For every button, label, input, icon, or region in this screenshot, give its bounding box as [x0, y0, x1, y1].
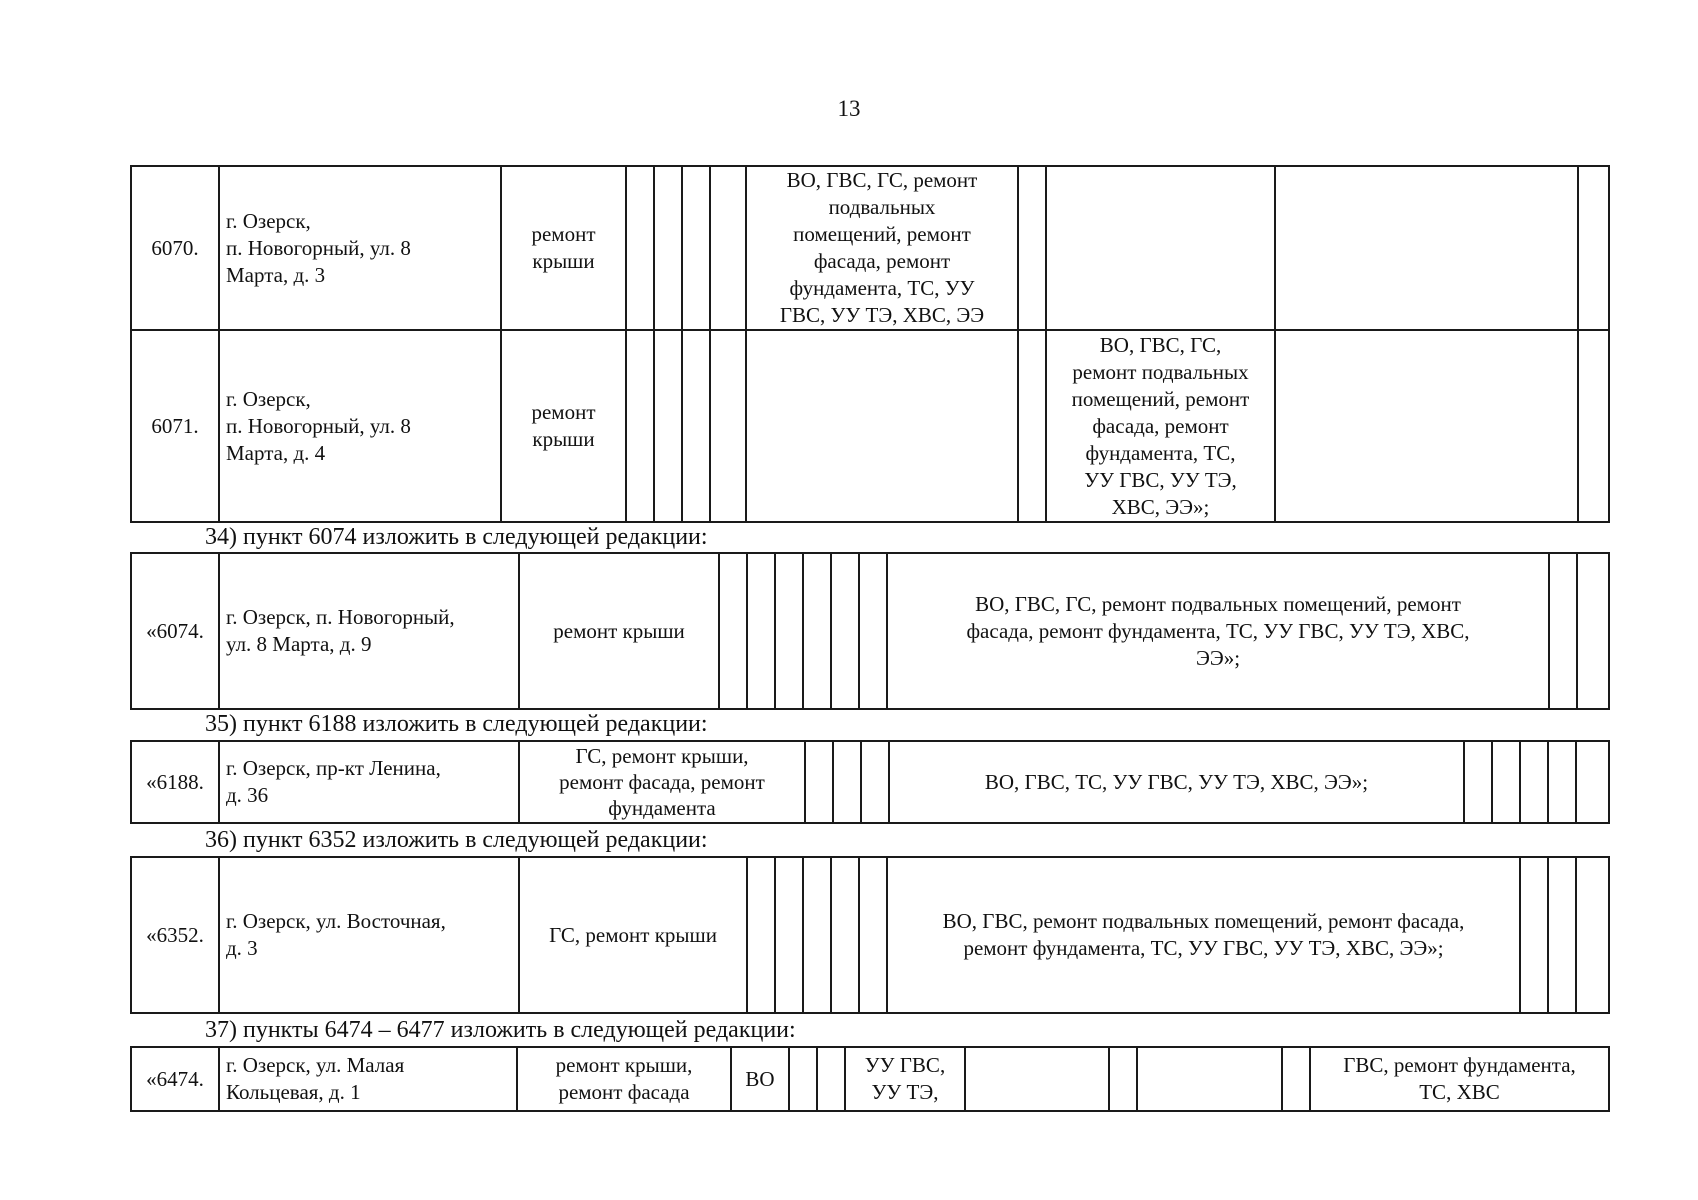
empty-cell	[710, 330, 746, 522]
row-number: «6188.	[131, 741, 219, 823]
empty-cell	[1520, 857, 1548, 1013]
works-cell: ВО, ГВС, ремонт подвальных помещений, ремонт фасада, ремонт фундамента, ТС, УУ ГВС, УУ ТЭ, ХВС, ЭЭ»;	[887, 857, 1520, 1013]
work-cell: ГС, ремонт крыши, ремонт фасада, ремонт фундамента	[519, 741, 805, 823]
empty-cell	[1548, 857, 1576, 1013]
works-cell: ГВС, ремонт фундамента, ТС, ХВС	[1310, 1047, 1609, 1111]
row-number: «6474.	[131, 1047, 219, 1111]
empty-cell	[626, 330, 654, 522]
work-cell: ремонт крыши	[501, 330, 626, 522]
empty-cell	[965, 1047, 1109, 1111]
vo-cell: ВО	[731, 1047, 789, 1111]
address-cell: г. Озерск, п. Новогорный, ул. 8 Марта, д. 9	[219, 553, 519, 709]
works-cell	[746, 330, 1018, 522]
row-number: 6071.	[131, 330, 219, 522]
table-row	[131, 166, 1609, 330]
table-6074	[130, 552, 1610, 710]
address-cell: г. Озерск, п. Новогорный, ул. 8 Марта, д. 3	[219, 166, 501, 330]
empty-cell	[719, 553, 747, 709]
empty-cell	[831, 553, 859, 709]
empty-cell	[654, 166, 682, 330]
address-cell: г. Озерск, ул. Восточная, д. 3	[219, 857, 519, 1013]
empty-cell	[775, 553, 803, 709]
empty-cell	[1282, 1047, 1310, 1111]
empty-cell	[1018, 166, 1046, 330]
works-cell: ВО, ГВС, ТС, УУ ГВС, УУ ТЭ, ХВС, ЭЭ»;	[889, 741, 1464, 823]
empty-cell	[1578, 330, 1609, 522]
heading-36: 36) пункт 6352 изложить в следующей редакции:	[205, 827, 708, 853]
works-cell-b: ВО, ГВС, ГС, ремонт подвальных помещений, ремонт фасада, ремонт фундамента, ТС, УУ ГВС, УУ ТЭ, ХВС, ЭЭ»;	[1046, 330, 1275, 522]
empty-cell	[1577, 553, 1609, 709]
empty-cell	[682, 330, 710, 522]
works-cell: ВО, ГВС, ГС, ремонт подвальных помещений, ремонт фасада, ремонт фундамента, ТС, УУ ГВС, УУ ТЭ, ХВС, ЭЭ»;	[887, 553, 1549, 709]
empty-cell	[1578, 166, 1609, 330]
heading-34: 34) пункт 6074 изложить в следующей редакции:	[205, 524, 708, 550]
empty-cell	[775, 857, 803, 1013]
work-cell: ремонт крыши, ремонт фасада	[517, 1047, 731, 1111]
table-row	[131, 330, 1609, 522]
empty-cell	[747, 553, 775, 709]
empty-cell	[859, 553, 887, 709]
empty-cell	[1576, 741, 1609, 823]
table-row	[131, 1047, 1609, 1111]
empty-cell	[710, 166, 746, 330]
empty-cell	[682, 166, 710, 330]
work-cell: ремонт крыши	[519, 553, 719, 709]
work-cell: ГС, ремонт крыши	[519, 857, 747, 1013]
works-cell-b	[1046, 166, 1275, 330]
empty-cell	[831, 857, 859, 1013]
table-6070-6071	[130, 165, 1610, 523]
heading-37: 37) пункты 6474 – 6477 изложить в следующей редакции:	[205, 1017, 796, 1043]
empty-cell	[789, 1047, 817, 1111]
empty-cell	[1109, 1047, 1137, 1111]
work-cell: ремонт крыши	[501, 166, 626, 330]
empty-cell	[747, 857, 775, 1013]
table-6474	[130, 1046, 1610, 1112]
uu-cell: УУ ГВС, УУ ТЭ,	[845, 1047, 965, 1111]
empty-cell	[1464, 741, 1492, 823]
heading-35: 35) пункт 6188 изложить в следующей редакции:	[205, 711, 708, 737]
row-number: «6352.	[131, 857, 219, 1013]
empty-cell	[1549, 553, 1577, 709]
table-row	[131, 741, 1609, 823]
address-cell: г. Озерск, п. Новогорный, ул. 8 Марта, д. 4	[219, 330, 501, 522]
table-6352	[130, 856, 1610, 1014]
empty-cell	[1275, 330, 1578, 522]
empty-cell	[1018, 330, 1046, 522]
empty-cell	[861, 741, 889, 823]
empty-cell	[859, 857, 887, 1013]
empty-cell	[817, 1047, 845, 1111]
empty-cell	[803, 857, 831, 1013]
empty-cell	[1492, 741, 1520, 823]
table-row	[131, 857, 1609, 1013]
address-cell: г. Озерск, ул. Малая Кольцевая, д. 1	[219, 1047, 517, 1111]
table-row	[131, 553, 1609, 709]
empty-cell	[805, 741, 833, 823]
row-number: «6074.	[131, 553, 219, 709]
empty-cell	[833, 741, 861, 823]
table-6188	[130, 740, 1610, 824]
empty-cell	[654, 330, 682, 522]
empty-cell	[1137, 1047, 1282, 1111]
empty-cell	[1520, 741, 1548, 823]
row-number: 6070.	[131, 166, 219, 330]
empty-cell	[1576, 857, 1609, 1013]
page-number: 13	[837, 96, 861, 121]
works-cell: ВО, ГВС, ГС, ремонт подвальных помещений, ремонт фасада, ремонт фундамента, ТС, УУ ГВС, УУ ТЭ, ХВС, ЭЭ	[746, 166, 1018, 330]
empty-cell	[1548, 741, 1576, 823]
empty-cell	[626, 166, 654, 330]
address-cell: г. Озерск, пр-кт Ленина, д. 36	[219, 741, 519, 823]
empty-cell	[803, 553, 831, 709]
empty-cell	[1275, 166, 1578, 330]
